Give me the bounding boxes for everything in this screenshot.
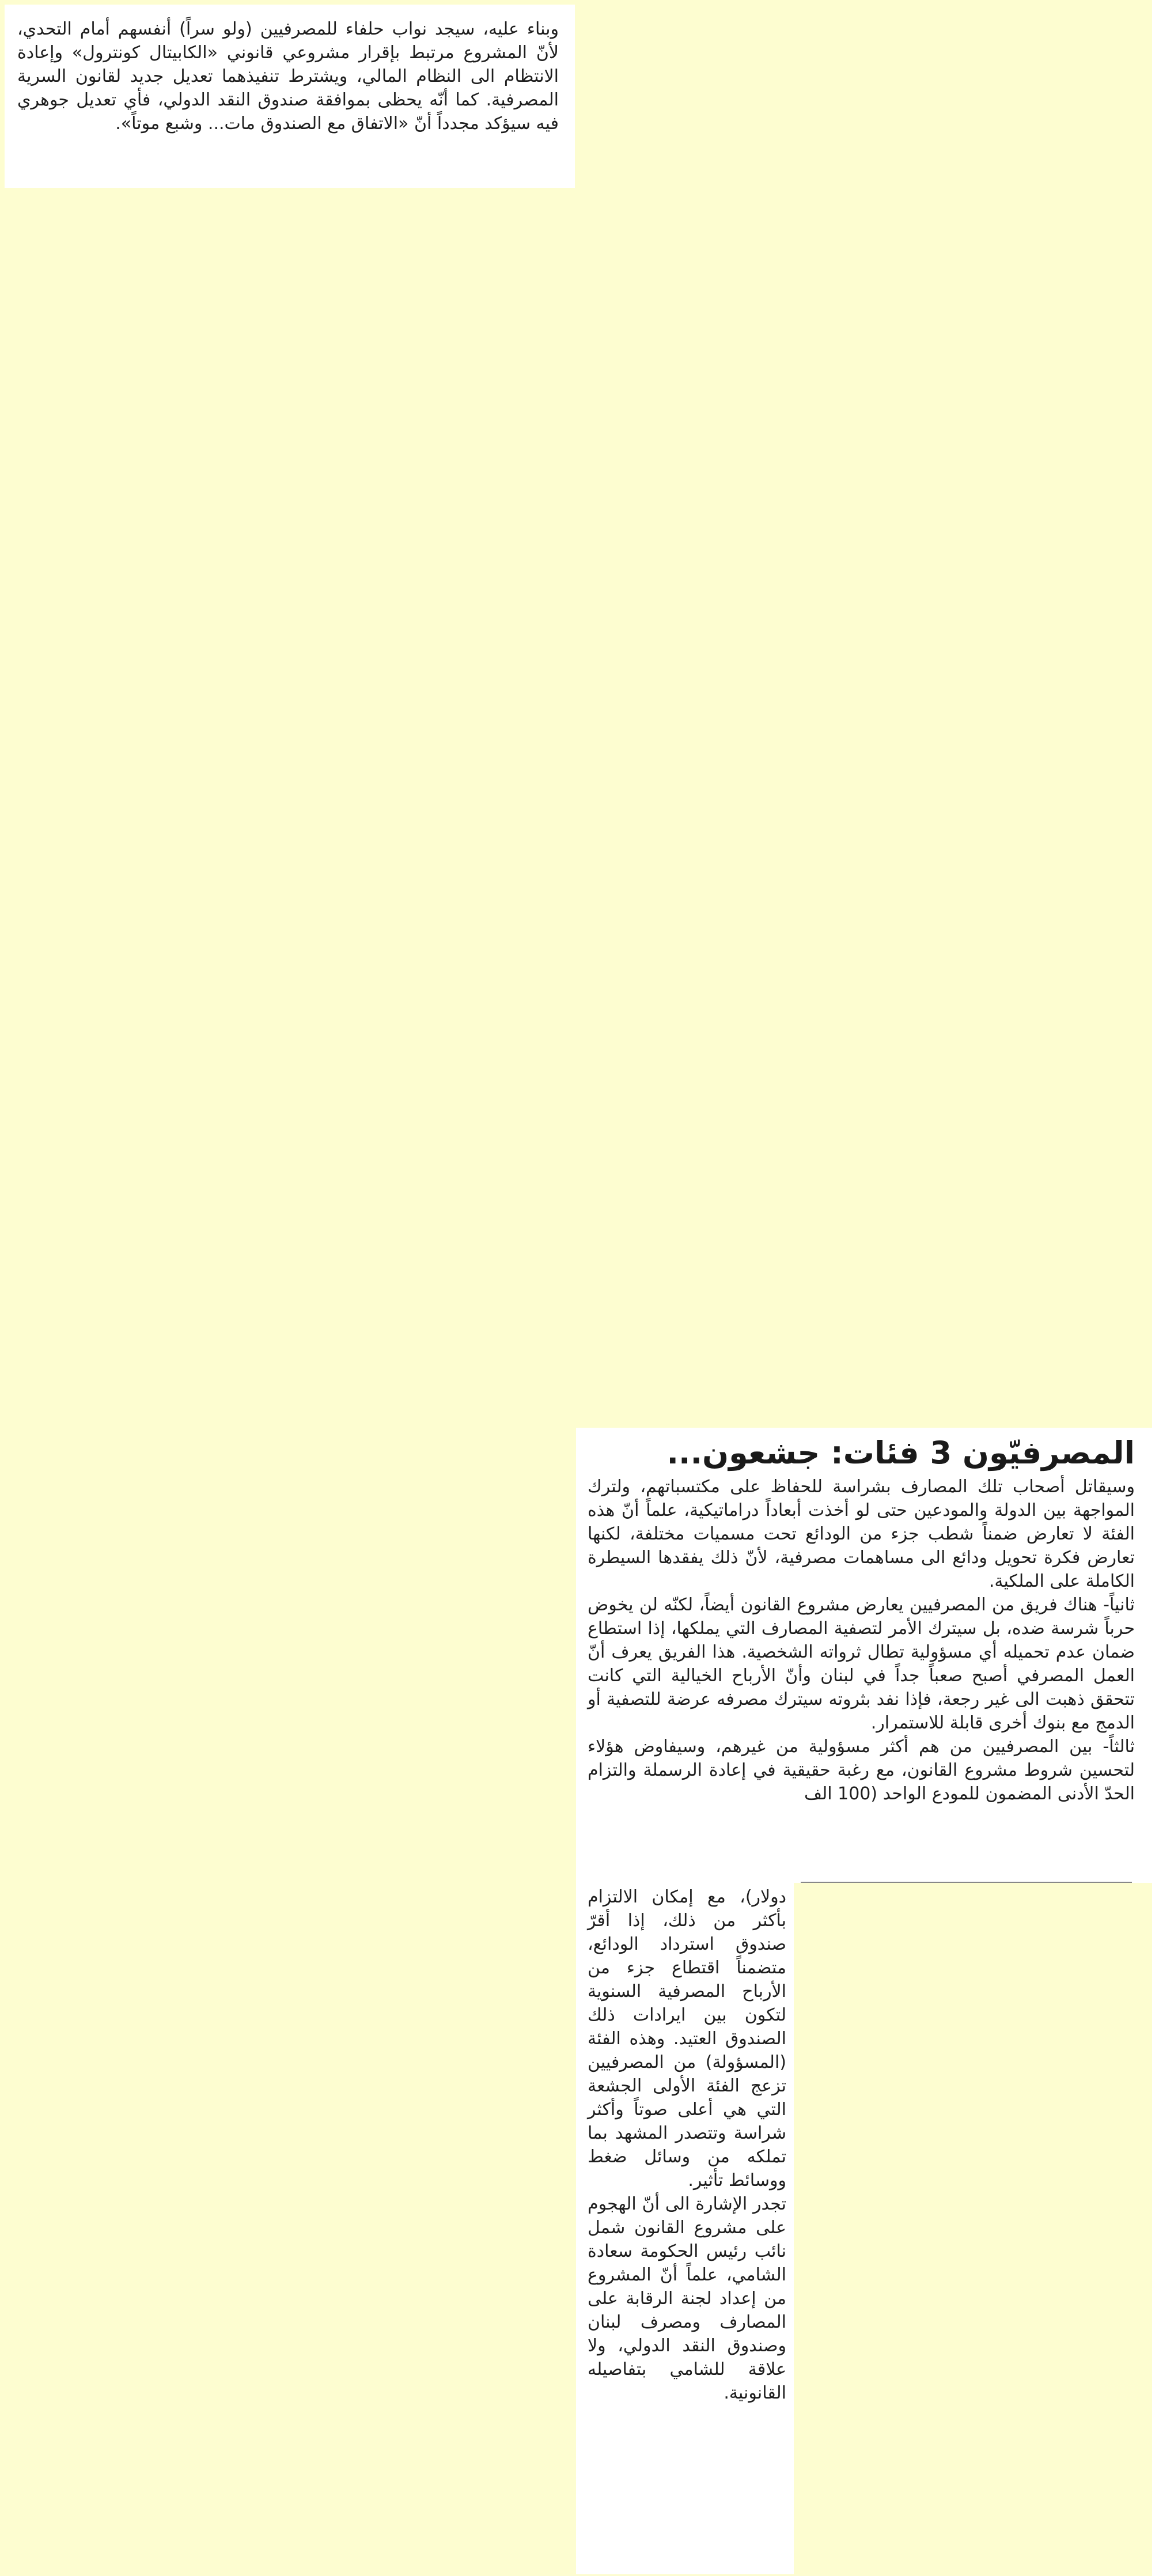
- article-body-wide: [588, 1475, 1135, 1806]
- article-paragraph-2: ثانياً- هناك فريق من المصرفيين يعارض مشروع القانون أيضاً، لكنّه لن يخوض حرباً شرسة ضده، بل سيترك الأمر لتصفية المصارف التي يملكها، إذا استطاع ضمان عدم تحميله أي مسؤولية تطال ثرواته الشخصية. هذا الفريق يعرف أنّ العمل المصرفي أصبح صعباً جداً في لبنان وأنّ الأرباح الخيالية التي كانت تتحقق ذهبت الى غير رجعة، فإذا نفد بثروته سيترك مصرفه عرضة للتصفية أو الدمج مع بنوك أخرى قابلة للاستمرار.: [588, 1595, 1135, 1733]
- article-paragraph-4: دولار)، مع إمكان الالتزام بأكثر من ذلك، إذا أقرّ صندوق استرداد الودائع، متضمناً اقتطاع جزء من الأرباح المصرفية السنوية لتكون بين ايرادات ذلك الصندوق العتيد. وهذه الفئة (المسؤولة) من المصرفيين تزعج الفئة الأولى الجشعة التي هي أعلى صوتاً وأكثر شراسة وتتصدر المشهد بما تملكه من وسائل ضغط ووسائط تأثير.: [588, 1887, 786, 2191]
- top-article-paragraph: وبناء عليه، سيجد نواب حلفاء للمصرفيين (ولو سراً) أنفسهم أمام التحدي، لأنّ المشروع مرتبط بإقرار مشروعي قانوني «الكابيتال كونترول» وإعادة الانتظام الى النظام المالي، ويشترط تنفيذهما تعديل جديد لقانون السرية المصرفية. كما أنّه يحظى بموافقة صندوق النقد الدولي، فأي تعديل جوهري فيه سيؤكد مجدداً أنّ «الاتفاق مع الصندوق مات... وشبع موتاً».: [17, 19, 559, 134]
- article-body-narrow: [588, 1885, 786, 2405]
- article-paragraph-1: وسيقاتل أصحاب تلك المصارف بشراسة للحفاظ على مكتسباتهم، ولترك المواجهة بين الدولة والمودعين حتى لو أخذت أبعاداً دراماتيكية، علماً أنّ هذه الفئة لا تعارض ضمناً شطب جزء من الودائع تحت مسميات مختلفة، لكنها تعارض فكرة تحويل ودائع الى مساهمات مصرفية، لأنّ ذلك يفقدها السيطرة الكاملة على الملكية.: [588, 1477, 1135, 1591]
- article-paragraph-5: تجدر الإشارة الى أنّ الهجوم على مشروع القانون شمل نائب رئيس الحكومة سعادة الشامي، علماً أنّ المشروع من إعداد لجنة الرقابة على المصارف ومصرف لبنان وصندوق النقد الدولي، ولا علاقة للشامي بتفاصيله القانونية.: [588, 2194, 786, 2403]
- article-paragraph-3: ثالثاً- بين المصرفيين من هم أكثر مسؤولية من غيرهم، وسيفاوض هؤلاء لتحسين شروط مشروع القانون، مع رغبة حقيقية في إعادة الرسملة والتزام الحدّ الأدنى المضمون للمودع الواحد (100 الف: [588, 1737, 1135, 1804]
- article-headline: المصرفيّون 3 فئات: جشعون...: [666, 1435, 1135, 1471]
- top-article-text: [17, 17, 559, 135]
- column-divider-rule: [801, 1882, 1132, 1883]
